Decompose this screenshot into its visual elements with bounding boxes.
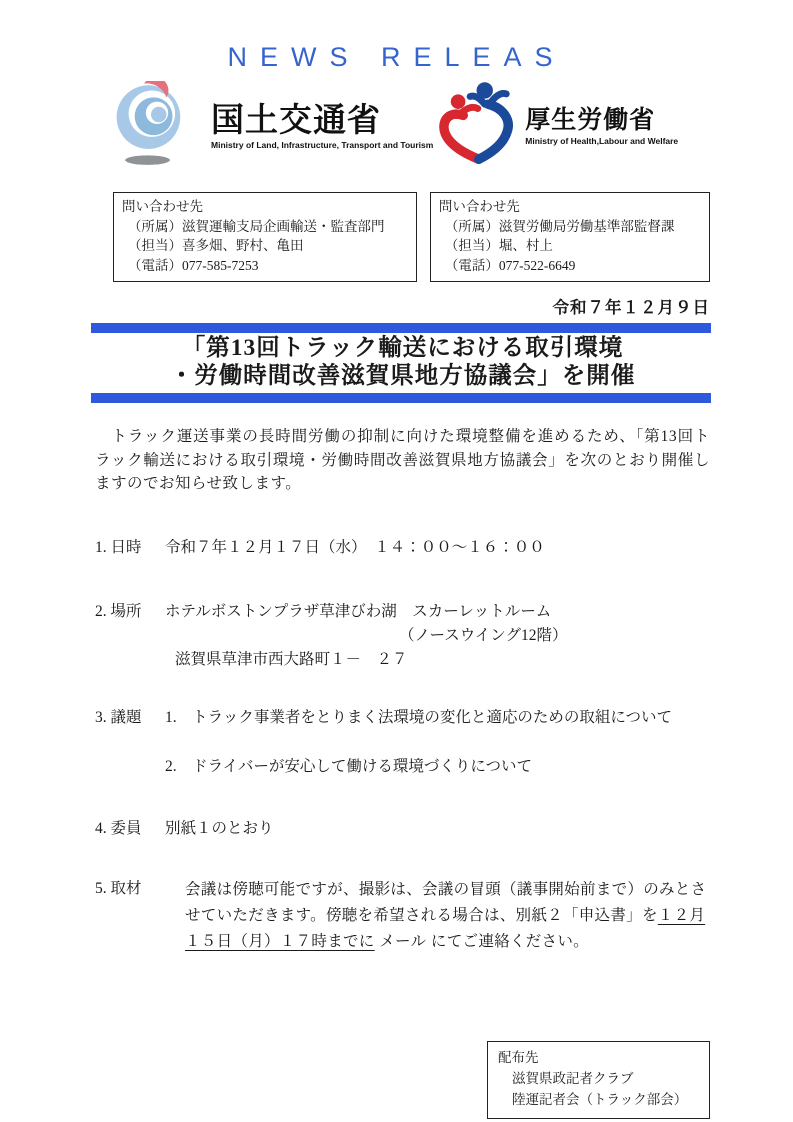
release-date: 令和７年１２月９日 [552, 299, 710, 317]
distribution-row [95, 1041, 710, 1119]
item-press-value [185, 877, 710, 955]
mhlw-logo-icon [433, 81, 521, 172]
distribution-club-2: 陸運記者会（トラック部会） [512, 1091, 688, 1107]
mhlw-name-block [525, 107, 678, 146]
item-agenda-value [165, 706, 710, 779]
distribution-box [487, 1041, 710, 1119]
contact-phone: （電話）077-522-6649 [444, 257, 576, 273]
contact-box-mlit [113, 192, 417, 282]
item-agenda [95, 706, 710, 779]
item-datetime-label: 1. 日時 [95, 538, 142, 556]
item-members-value: 別紙１のとおり [165, 819, 274, 837]
item-members [95, 817, 710, 841]
mlit-name-block [211, 100, 434, 151]
intro-paragraph: トラック運送事業の長時間労働の抑制に向けた環境整備を進めるため、「第13回トラック輸送における取引環境・労働時間改善滋賀県地方協議会」を次のとおり開催しますのでお知らせ致します。 [95, 428, 710, 492]
place-venue: ホテルボストンプラザ草津びわ湖 スカーレットルーム [165, 602, 552, 620]
mhlw-logo-group [433, 81, 678, 172]
contacts-row [95, 192, 710, 282]
distribution-club-1: 滋賀県政記者クラブ [512, 1070, 634, 1086]
item-place-label: 2. 場所 [95, 602, 142, 620]
place-address: 滋賀県草津市西大路町１－ ２７ [175, 650, 408, 668]
mlit-logo-group [95, 81, 433, 172]
contact-person: （担当）喜多畑、野村、亀田 [128, 238, 304, 253]
item-place-value [165, 600, 710, 672]
press-text-part1: 会議は傍聴可能ですが、撮影は、会議の冒頭（議事開始前まで）のみとさせていただきます。傍聴を希望される場合は、別紙２「申込書」を [185, 880, 707, 924]
mlit-english-name: Ministry of Land, Infrastructure, Transport and Tourism [211, 140, 434, 151]
document-title-line2: ・労働時間改善滋賀県地方協議会」を開催 [169, 363, 636, 389]
distribution-title: 配布先 [498, 1049, 539, 1065]
press-deadline-underlined: １２月１５日（月）１７時までに [185, 906, 706, 950]
document-title [95, 334, 710, 390]
title-bar-bottom [91, 393, 711, 403]
contact-title: 問い合わせ先 [438, 199, 520, 214]
item-press [95, 877, 710, 955]
press-mail-word: メール [374, 932, 431, 950]
mlit-logo-icon [95, 81, 207, 172]
item-datetime [95, 536, 710, 560]
press-text-part2: にてご連絡ください。 [430, 932, 589, 950]
ministry-logos-row [95, 81, 710, 172]
mlit-name: 国土交通省 [211, 100, 381, 138]
contact-department: （所属）滋賀労働局労働基準部監督課 [444, 218, 675, 234]
contact-person: （担当）堀、村上 [444, 238, 553, 253]
place-wing: （ノースウイング12階） [399, 626, 568, 644]
agenda-topic-2: 2. ドライバーが安心して働ける環境づくりについて [165, 757, 533, 775]
contact-department: （所属）滋賀運輸支局企画輸送・監査部門 [128, 218, 385, 234]
agenda-topic-1: 1. トラック事業者をとりまく法環境の変化と適応のための取組について [165, 708, 673, 726]
item-members-label: 4. 委員 [95, 819, 142, 837]
contact-box-mhlw [430, 192, 710, 282]
mhlw-english-name: Ministry of Health,Labour and Welfare [525, 136, 679, 147]
item-agenda-label: 3. 議題 [95, 708, 142, 726]
item-press-label: 5. 取材 [95, 879, 142, 897]
item-datetime-value: 令和７年１２月１７日（水） １４：００～１６：００ [165, 538, 545, 556]
contact-phone: （電話）077-585-7253 [128, 257, 259, 273]
contact-title: 問い合わせ先 [122, 199, 203, 214]
news-release-heading: NEWS RELEAS [227, 42, 566, 72]
title-bar-top [91, 323, 711, 333]
document-title-line1: 「第13回トラック輸送における取引環境 [181, 335, 624, 361]
item-place [95, 600, 710, 672]
mhlw-name: 厚生労働省 [525, 105, 656, 134]
